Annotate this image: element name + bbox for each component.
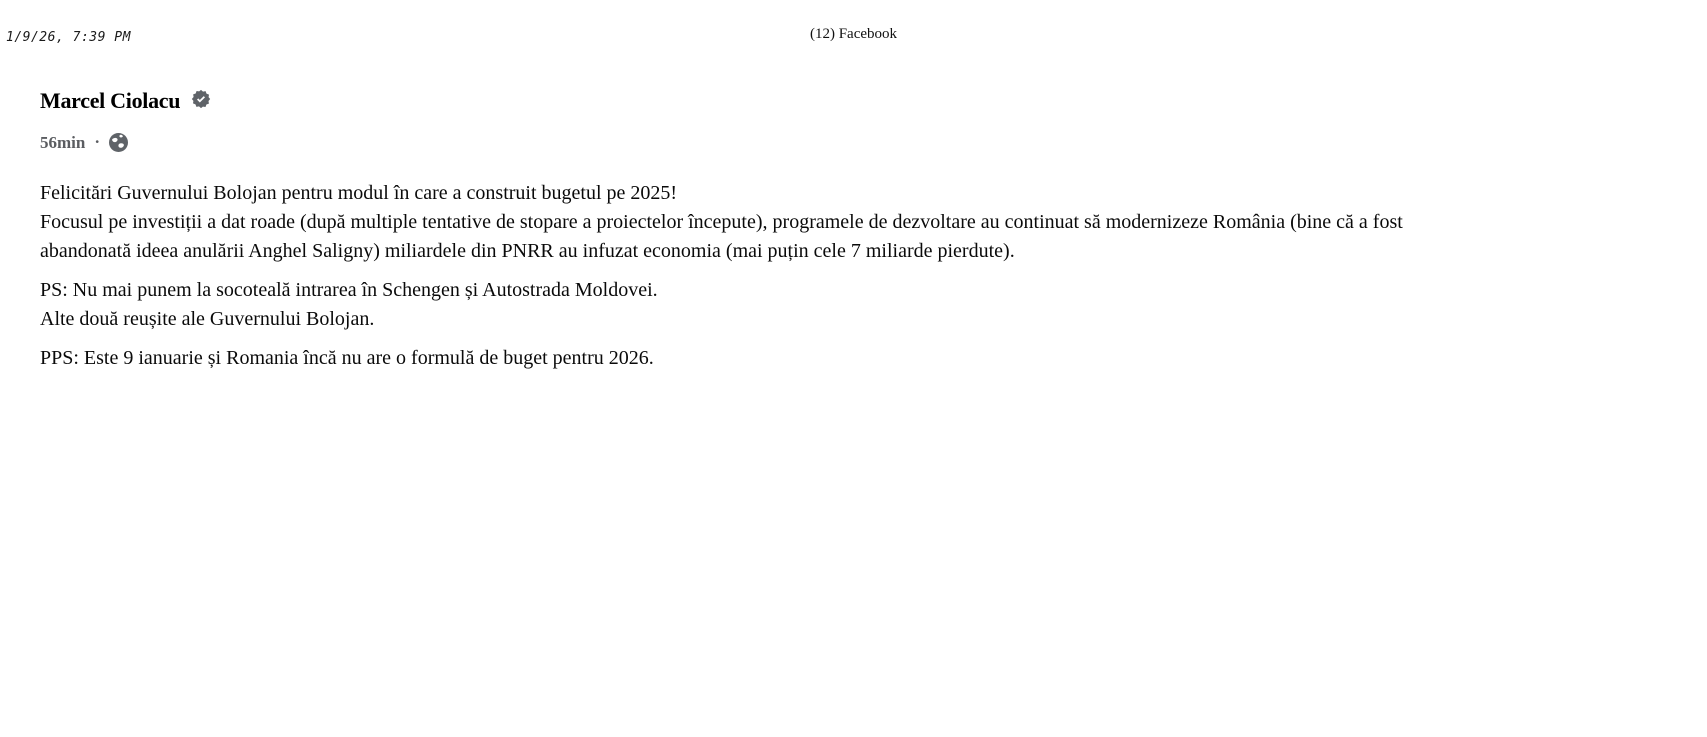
- post-meta: [40, 132, 1477, 152]
- post-text-line: Alte două reușite ale Guvernului Bolojan.: [40, 308, 375, 330]
- globe-icon: [109, 133, 128, 152]
- print-page-title: (12) Facebook: [809, 26, 898, 42]
- print-header: [0, 0, 1707, 46]
- post-paragraph: [40, 344, 1477, 373]
- post-body: [40, 179, 1477, 373]
- post-text-line: Felicitări Guvernului Bolojan pentru modul în care a construit bugetul pe 2025!: [40, 182, 678, 204]
- post-text-line: Focusul pe investiții a dat roade (după multiple tentative de stopare a proiectelor începute), programele de dezvoltare au continuat să modernizeze România (bine că a fost abandonată ideea anulării Anghel Saligny) miliardele din PNRR au infuzat economia (mai puțin cele 7 miliarde pierdute).: [40, 211, 1403, 262]
- meta-separator: ·: [94, 132, 101, 151]
- verified-badge-icon: [191, 89, 211, 109]
- post-header: [40, 88, 1477, 114]
- print-datetime: 1/9/26, 7:39 PM: [6, 30, 131, 45]
- facebook-post: [40, 88, 1477, 373]
- author-name[interactable]: Marcel Ciolacu: [40, 88, 181, 113]
- post-paragraph: [40, 179, 1477, 266]
- post-timestamp[interactable]: 56min: [40, 132, 86, 152]
- post-text-line: PPS: Este 9 ianuarie și Romania încă nu are o formulă de buget pentru 2026.: [40, 347, 654, 369]
- post-text-line: PS: Nu mai punem la socoteală intrarea în Schengen și Autostrada Moldovei.: [40, 279, 658, 301]
- post-paragraph: [40, 276, 1477, 334]
